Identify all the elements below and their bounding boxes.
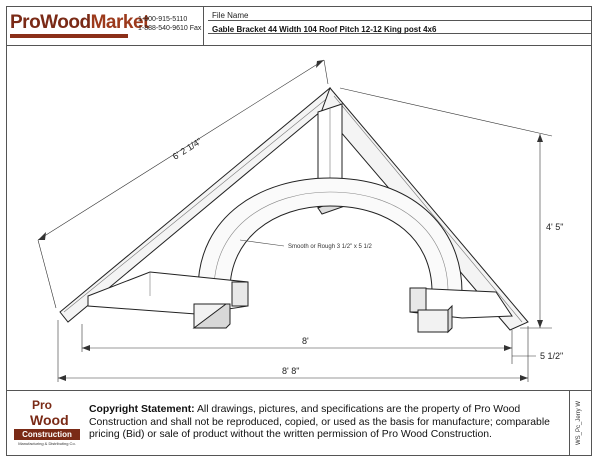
drawing-author-tag: WS_Pc_Jerry W (576, 400, 582, 445)
file-name-value: Gable Bracket 44 Width 104 Roof Pitch 12-12 King post 4x6 (212, 25, 437, 34)
copyright-heading: Copyright Statement: (89, 404, 195, 415)
dim-outer-width: 8' 8" (282, 366, 300, 376)
phone-number: 1-800-915-5110 (138, 16, 188, 23)
arch (198, 178, 462, 292)
dim-offset: 5 1/2" (540, 351, 564, 361)
dim-rafter-length: 6' 2 1/4" (170, 136, 204, 162)
copyright-statement (89, 404, 559, 442)
prowoodmarket-logo: ProWoodMarket (10, 12, 149, 33)
dim-height: 4' 5" (546, 222, 564, 232)
pro-wood-construction-logo: Pro Wood Construction Manufacturing & Distributing Co. (14, 398, 80, 450)
copyright-text: All drawings, pictures, and specifications are the property of Pro Wood Construction and shall not be reproduced, copied, or used as the basis for manufacture; comparable pricing (Bid) or sale of product without the written permission of Pro Wood Construction. (89, 404, 550, 440)
dim-inner-width: 8' (302, 336, 309, 346)
file-name-label: File Name (212, 11, 249, 20)
fax-number: 1-888-540-9610 Fax (138, 25, 202, 32)
arch-note: Smooth or Rough 3 1/2" x 5 1/2 (288, 244, 372, 250)
footer-divider (569, 390, 570, 456)
